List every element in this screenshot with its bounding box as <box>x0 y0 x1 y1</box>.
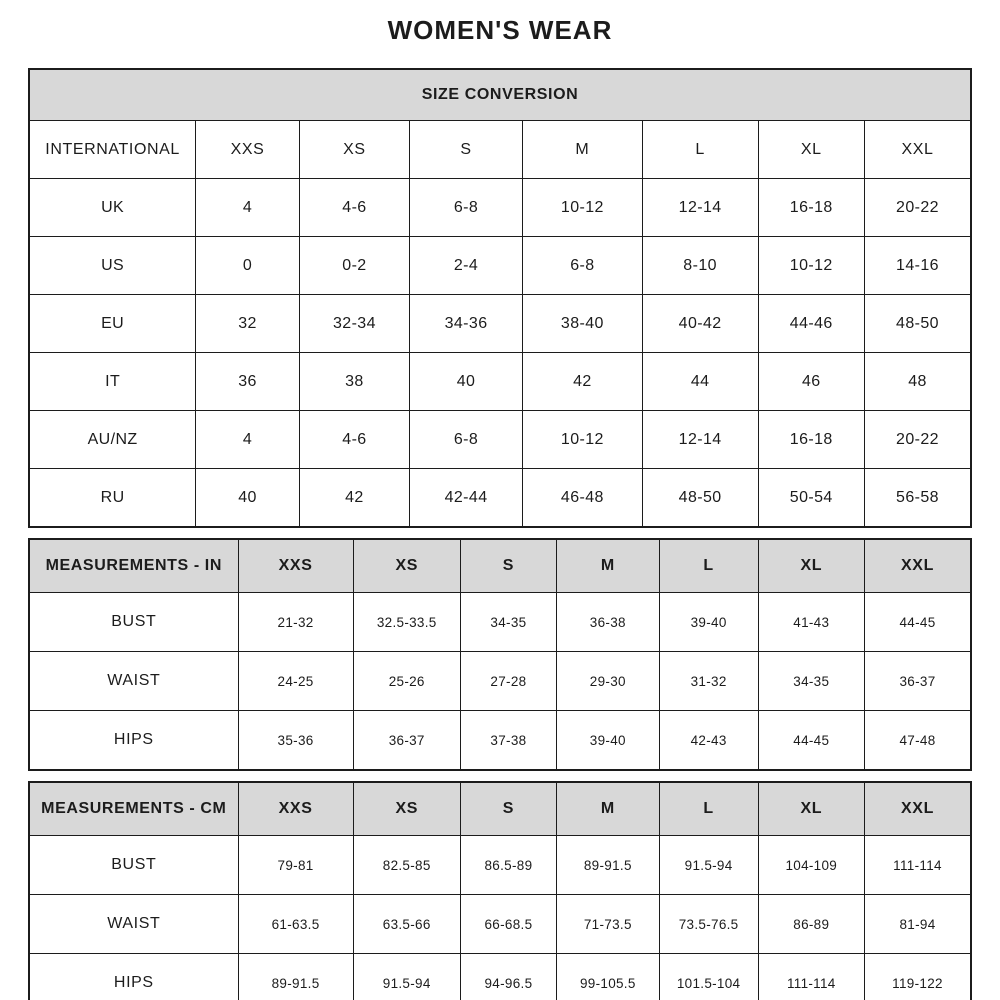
table-cell: 44-46 <box>758 295 864 353</box>
table-row-bust <box>29 593 971 652</box>
table-cell: 40-42 <box>642 295 758 353</box>
table-cell: 16-18 <box>758 411 864 469</box>
table-row-waist <box>29 895 971 954</box>
page-title: WOMEN'S WEAR <box>387 15 613 45</box>
column-header-xxs: XXS <box>238 782 353 836</box>
column-header-m: M <box>523 121 643 179</box>
column-header-m: M <box>556 782 659 836</box>
table-cell: 44 <box>642 353 758 411</box>
table-cell: 111-114 <box>758 954 864 1000</box>
measurements-in-table <box>28 538 972 771</box>
table-cell: 24-25 <box>238 652 353 711</box>
table-cell: 32.5-33.5 <box>353 593 460 652</box>
column-header-s: S <box>460 539 556 593</box>
table-row-aunz <box>29 411 971 469</box>
table-cell: 12-14 <box>642 411 758 469</box>
table-cell: 48 <box>864 353 971 411</box>
table-cell: 89-91.5 <box>556 836 659 895</box>
table-cell: 31-32 <box>659 652 758 711</box>
table-cell: 29-30 <box>556 652 659 711</box>
table-cell: 4-6 <box>299 411 409 469</box>
column-header-m: M <box>556 539 659 593</box>
column-header-l: L <box>659 539 758 593</box>
table-cell: 34-36 <box>410 295 523 353</box>
table-cell: 8-10 <box>642 237 758 295</box>
column-header-l: L <box>642 121 758 179</box>
table-cell: 38 <box>299 353 409 411</box>
table-cell: 0-2 <box>299 237 409 295</box>
table-cell: 40 <box>410 353 523 411</box>
table-cell: 10-12 <box>523 179 643 237</box>
column-header-xxl: XXL <box>865 782 972 836</box>
table-cell: 0 <box>196 237 300 295</box>
column-header-xl: XL <box>758 539 864 593</box>
table-cell: 32 <box>196 295 300 353</box>
table-cell: 36-38 <box>556 593 659 652</box>
table-cell: 6-8 <box>523 237 643 295</box>
table-row-us <box>29 237 971 295</box>
table-cell: 47-48 <box>865 711 972 771</box>
table-row-eu <box>29 295 971 353</box>
size-conversion-title: SIZE CONVERSION <box>29 69 971 121</box>
table-cell: 41-43 <box>758 593 864 652</box>
table-cell: 42-44 <box>410 469 523 528</box>
column-header-l: L <box>659 782 758 836</box>
table-cell: 4-6 <box>299 179 409 237</box>
column-header-xxs: XXS <box>196 121 300 179</box>
table-cell: 44-45 <box>758 711 864 771</box>
table-cell: 66-68.5 <box>460 895 556 954</box>
table-cell: 48-50 <box>864 295 971 353</box>
table-cell: 6-8 <box>410 411 523 469</box>
column-header-xl: XL <box>758 121 864 179</box>
row-label: IT <box>29 353 196 411</box>
table-row-waist <box>29 652 971 711</box>
column-header-international: INTERNATIONAL <box>29 121 196 179</box>
table-cell: 91.5-94 <box>659 836 758 895</box>
row-label: AU/NZ <box>29 411 196 469</box>
table-cell: 37-38 <box>460 711 556 771</box>
table-cell: 39-40 <box>556 711 659 771</box>
table-cell: 34-35 <box>758 652 864 711</box>
row-label: BUST <box>29 593 238 652</box>
row-label: HIPS <box>29 711 238 771</box>
table-cell: 34-35 <box>460 593 556 652</box>
table-cell: 40 <box>196 469 300 528</box>
table-cell: 86.5-89 <box>460 836 556 895</box>
table-cell: 111-114 <box>865 836 972 895</box>
row-label: EU <box>29 295 196 353</box>
table-cell: 39-40 <box>659 593 758 652</box>
measurements-in-title: MEASUREMENTS - IN <box>29 539 238 593</box>
table-row-bust <box>29 836 971 895</box>
table-cell: 27-28 <box>460 652 556 711</box>
table-cell: 48-50 <box>642 469 758 528</box>
table-cell: 6-8 <box>410 179 523 237</box>
table-cell: 86-89 <box>758 895 864 954</box>
table-cell: 20-22 <box>864 411 971 469</box>
table-cell: 99-105.5 <box>556 954 659 1000</box>
column-header-s: S <box>410 121 523 179</box>
table-cell: 14-16 <box>864 237 971 295</box>
table-title-row <box>29 69 971 121</box>
table-cell: 4 <box>196 411 300 469</box>
column-header-row <box>29 539 971 593</box>
table-cell: 21-32 <box>238 593 353 652</box>
table-cell: 44-45 <box>865 593 972 652</box>
row-label: US <box>29 237 196 295</box>
column-header-row <box>29 121 971 179</box>
table-row-ru <box>29 469 971 528</box>
table-cell: 46-48 <box>523 469 643 528</box>
column-header-xs: XS <box>353 782 460 836</box>
column-header-xs: XS <box>299 121 409 179</box>
table-cell: 42 <box>523 353 643 411</box>
row-label: BUST <box>29 836 238 895</box>
table-cell: 36 <box>196 353 300 411</box>
table-cell: 81-94 <box>865 895 972 954</box>
column-header-row <box>29 782 971 836</box>
table-cell: 46 <box>758 353 864 411</box>
column-header-xxl: XXL <box>864 121 971 179</box>
size-conversion-table <box>28 68 972 528</box>
table-cell: 82.5-85 <box>353 836 460 895</box>
table-cell: 38-40 <box>523 295 643 353</box>
table-cell: 10-12 <box>758 237 864 295</box>
table-cell: 36-37 <box>865 652 972 711</box>
table-cell: 71-73.5 <box>556 895 659 954</box>
table-row-uk <box>29 179 971 237</box>
column-header-s: S <box>460 782 556 836</box>
column-header-xs: XS <box>353 539 460 593</box>
table-cell: 61-63.5 <box>238 895 353 954</box>
column-header-xxs: XXS <box>238 539 353 593</box>
table-cell: 20-22 <box>864 179 971 237</box>
table-cell: 4 <box>196 179 300 237</box>
row-label: HIPS <box>29 954 238 1000</box>
table-cell: 104-109 <box>758 836 864 895</box>
measurements-cm-table <box>28 781 972 1000</box>
table-cell: 35-36 <box>238 711 353 771</box>
table-cell: 101.5-104 <box>659 954 758 1000</box>
measurements-cm-title: MEASUREMENTS - CM <box>29 782 238 836</box>
table-cell: 94-96.5 <box>460 954 556 1000</box>
table-cell: 91.5-94 <box>353 954 460 1000</box>
table-cell: 2-4 <box>410 237 523 295</box>
row-label: WAIST <box>29 652 238 711</box>
table-cell: 42-43 <box>659 711 758 771</box>
table-cell: 79-81 <box>238 836 353 895</box>
row-label: UK <box>29 179 196 237</box>
table-cell: 89-91.5 <box>238 954 353 1000</box>
table-row-it <box>29 353 971 411</box>
row-label: RU <box>29 469 196 528</box>
table-cell: 42 <box>299 469 409 528</box>
table-cell: 119-122 <box>865 954 972 1000</box>
row-label: WAIST <box>29 895 238 954</box>
table-cell: 10-12 <box>523 411 643 469</box>
table-cell: 50-54 <box>758 469 864 528</box>
table-cell: 16-18 <box>758 179 864 237</box>
column-header-xxl: XXL <box>865 539 972 593</box>
table-cell: 63.5-66 <box>353 895 460 954</box>
table-cell: 56-58 <box>864 469 971 528</box>
column-header-xl: XL <box>758 782 864 836</box>
table-cell: 36-37 <box>353 711 460 771</box>
table-cell: 25-26 <box>353 652 460 711</box>
table-cell: 32-34 <box>299 295 409 353</box>
table-row-hips <box>29 711 971 771</box>
table-cell: 73.5-76.5 <box>659 895 758 954</box>
table-cell: 12-14 <box>642 179 758 237</box>
table-row-hips <box>29 954 971 1000</box>
